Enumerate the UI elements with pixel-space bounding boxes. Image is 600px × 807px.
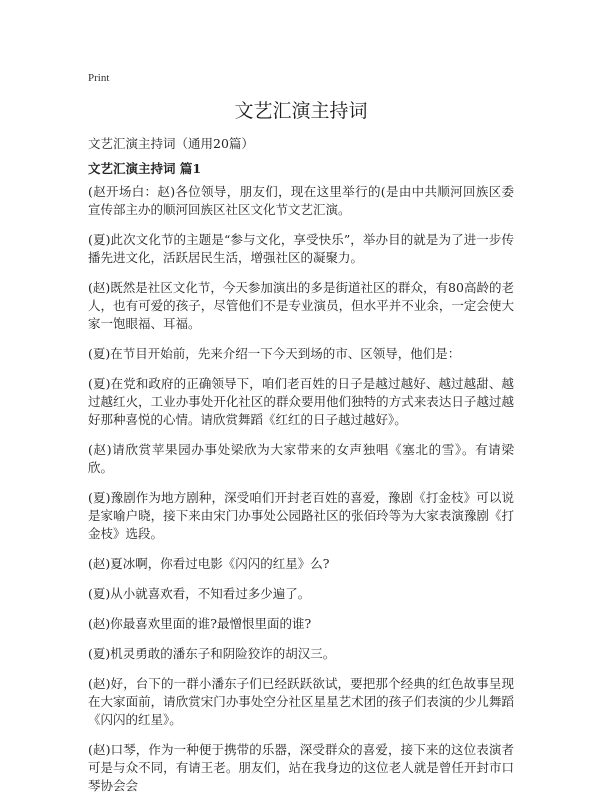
paragraph: (赵)夏冰啊，你看过电影《闪闪的红星》么? bbox=[88, 556, 330, 571]
paragraph: (赵)你最喜欢里面的谁?最憎恨里面的谁? bbox=[88, 616, 312, 631]
document-body bbox=[88, 183, 514, 807]
paragraph: (赵)请欣赏苹果园办事处梁欣为大家带来的女声独唱《塞北的雪》。有请梁欣。 bbox=[88, 442, 514, 475]
paragraph: (夏)从小就喜欢看，不知看过多少遍了。 bbox=[88, 586, 311, 601]
section-heading: 文艺汇演主持词 篇1 bbox=[88, 161, 202, 176]
paragraph: (赵)口琴，作为一种便于携带的乐器，深受群众的喜爱，接下来的这位表演者可是与众不同，有请王老。朋友们，站在我身边的这位老人就是曾任开封市口琴协会会 bbox=[88, 742, 514, 793]
paragraph: (赵)好，台下的一群小潘东子们已经跃跃欲试，要把那个经典的红色故事呈现在大家面前，请欣赏宋门办事处空分社区星星艺术团的孩子们表演的少儿舞蹈《闪闪的红星》。 bbox=[88, 676, 514, 727]
paragraph: (夏)豫剧作为地方剧种，深受咱们开封老百姓的喜爱，豫剧《打金枝》可以说是家喻户晓，接下来由宋门办事处公园路社区的张佰玲等为大家表演豫剧《打金枝》选段。 bbox=[88, 490, 514, 541]
paragraph: (夏)机灵勇敢的潘东子和阴险狡诈的胡汉三。 bbox=[88, 646, 336, 661]
paragraph: (夏)在节目开始前，先来介绍一下今天到场的市、区领导，他们是： bbox=[88, 346, 461, 361]
paragraph: (夏)在党和政府的正确领导下，咱们老百姓的日子是越过越好、越过越甜、越过越红火，工业办事处开化社区的群众要用他们独特的方式来表达日子越过越好那种喜悦的心情。请欣赏舞蹈《红红的日子越过越好》。 bbox=[88, 376, 514, 427]
print-link[interactable]: Print bbox=[88, 72, 110, 84]
document-subtitle: 文艺汇演主持词（通用20篇） bbox=[88, 136, 254, 151]
paragraph: (夏)此次文化节的主题是“参与文化，享受快乐”，举办目的就是为了进一步传播先进文化，活跃居民生活，增强社区的凝聚力。 bbox=[88, 232, 514, 265]
paragraph: (赵开场白：赵)各位领导，朋友们，现在这里举行的(是由中共顺河回族区委宣传部主办的顺河回族区社区文化节文艺汇演。 bbox=[88, 184, 514, 217]
document-title: 文艺汇演主持词 bbox=[234, 100, 368, 122]
paragraph: (赵)既然是社区文化节，今天参加演出的多是街道社区的群众，有80高龄的老人，也有可爱的孩子，尽管他们不是专业演员，但水平并不业余，一定会使大家一饱眼福、耳福。 bbox=[88, 280, 514, 331]
